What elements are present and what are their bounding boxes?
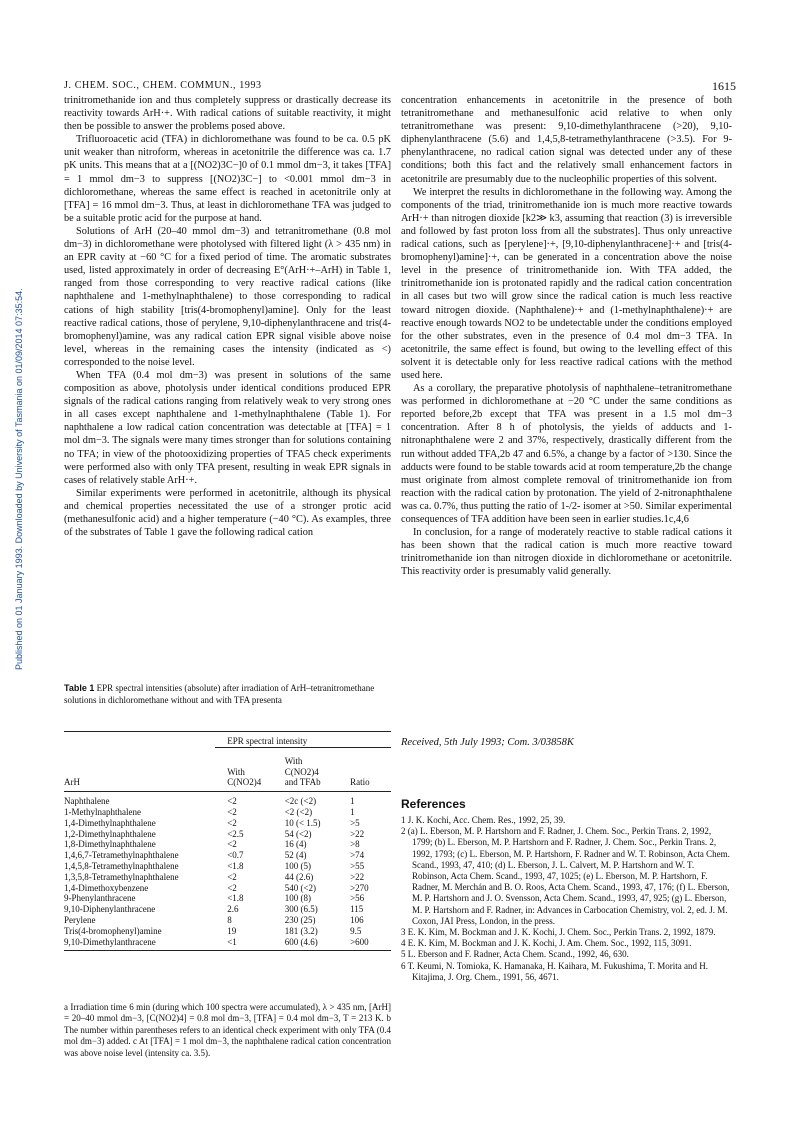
download-note[interactable]: Published on 01 January 1993. Downloaded by University of Tasmania on 01/09/2014 07:35:54. — [14, 288, 24, 670]
tfa-cell: 10 (< 1.5) — [284, 817, 321, 828]
with-cell: 2.6 — [227, 904, 239, 915]
table-caption-text: EPR spectral intensities (absolute) after irradiation of ArH–tetranitromethane solutions in dichloromethane without and with TFA presenta — [64, 683, 375, 705]
arh-cell: 1-Methylnaphthalene — [64, 806, 141, 817]
tfa-cell: 52 (4) — [284, 850, 307, 861]
arh-cell: 1,3,5,8-Tetramethylnaphthalene — [64, 871, 179, 882]
with-cell: <2 — [227, 882, 237, 893]
with-cell: 8 — [227, 914, 232, 925]
with-cell: <2 — [227, 817, 237, 828]
col-header: C(NO2)4 — [284, 766, 319, 777]
paragraph: Solutions of ArH (20–40 mmol dm−3) and tetranitromethane (0.8 mol dm−3) in dichloromethane were photolysed with filtered light (λ > 435 nm) in an EPR cavity at −60 °C for a fixed period of time. The aromatic substrates used, listed approximately in order of decreasing E°(ArH·+–ArH) in Table 1, ranged from those corresponding to very reactive radical cations (like naphthalene and 1-methylnaphthalene) to those corresponding to radical cations of high stability [tris(4-bromophenyl)amine]. Only for the least reactive radical cations, those of perylene, 9,10-diphenylanthracene and tris(4-bromophenyl)amine, was any radical cation EPR signal visible above noise level, whereas in the remaining cases the intensity (indicated as <) corresponded to the noise level. — [64, 225, 391, 368]
tfa-cell: 100 (8) — [284, 893, 311, 904]
table-row — [64, 926, 391, 937]
reference-item: 6 T. Keumi, N. Tomioka, K. Hamanaka, H. Kaihara, M. Fukushima, T. Morita and H. Kitajima, J. Org. Chem., 1991, 56, 4671. — [401, 960, 708, 982]
arh-cell: 9,10-Diphenylanthracene — [64, 904, 156, 915]
with-cell: <2 — [227, 796, 237, 807]
col-header-ratio: Ratio — [350, 777, 370, 788]
references-list — [401, 815, 732, 983]
paragraph: We interpret the results in dichloromethane in the following way. Among the components of the triad, trinitromethanide ion is much more reactive towards ArH·+ than nitrogen dioxide [k2≫ k3, assuming that reaction (3) is irreversible and followed by fast proton loss from all the substrates]. Thus only unreactive radical cations, such as [perylene]·+, [9,10-diphenylanthracene]·+ and [tris(4-bromophenyl)amine]·+, can be generated in a concentration above the noise level in the presence of trinitromethanide ion. With TFA added, the trinitromethanide ion is protonated rapidly and the radical cation concentration in all cases but two will grow since the radical cation is much less reactive toward nitrogen dioxide. (Naphthalene)·+ and (1-methylnaphthalene)·+ are reactive enough towards NO2 to be undetectable under the conditions employed for the other substrates, even in the presence of 0.4 mol dm−3 TFA. In acetonitrile, the same effect is found, but owing to the levelling effect of this solvent it is detectable only for less reactive radical cations with the method used here. — [401, 186, 732, 381]
data-table — [64, 731, 391, 951]
with-cell: <1 — [227, 936, 237, 947]
tfa-cell: 300 (6.5) — [284, 904, 318, 915]
tfa-cell: 181 (3.2) — [284, 925, 318, 936]
table-row — [64, 818, 391, 829]
paragraph: In conclusion, for a range of moderately reactive to stable radical cations it has been shown that the radical cation is much more reactive toward trinitromethanide ion than nitrogen dioxide in dichloromethane or acetonitrile. This reactivity order is presumably valid generally. — [401, 527, 732, 578]
arh-cell: Tris(4-bromophenyl)amine — [64, 925, 162, 936]
ratio-cell: >600 — [350, 936, 369, 947]
arh-cell: 1,4-Dimethylnaphthalene — [64, 817, 156, 828]
ratio-cell: >22 — [350, 828, 365, 839]
arh-cell: 9-Phenylanthracene — [64, 893, 136, 904]
col-header: With — [284, 755, 303, 766]
with-cell: <2 — [227, 871, 237, 882]
table-row — [64, 883, 391, 894]
col-header: and TFAb — [284, 777, 321, 788]
tfa-cell: 100 (5) — [284, 860, 311, 871]
ratio-cell: >22 — [350, 871, 365, 882]
reference-item: 2 (a) L. Eberson, M. P. Hartshorn and F. Radner, J. Chem. Soc., Perkin Trans. 2, 1992, 1799; (b) L. Eberson, M. P. Hartshorn and F. Radner, J. Chem. Soc., Perkin Trans. 2, 1992, 1793; (c) L. Eberson, M. P. Hartshorn, F. Radner and W. T. Robinson, Acta Chem. Scand., 1993, 47, 410; (d) L. Eberson, J. L. Calvert, M. P. Hartshorn and W. T. Robinson, Acta Chem. Scand., 1993, 47, 1025; (e) L. Eberson, M. P. Hartshorn, F. Radner, M. Merchán and B. O. Roos, Acta Chem. Scand., 1993, 47, 176; (f) L. Eberson, M. P. Hartshorn and J. O. Svensson, Acta Chem. Scand., 1993, 47, 925; (g) L. Eberson, M. P. Hartshorn and F. Radner, in: Advances in Carbocation Chemistry, vol. 2, ed. J. M. Coxon, JAI Press, London, in the press. — [401, 826, 730, 926]
ratio-cell: 9.5 — [350, 925, 362, 936]
ratio-cell: >5 — [350, 817, 360, 828]
tfa-cell: 600 (4.6) — [284, 936, 318, 947]
table-row — [64, 904, 391, 915]
paragraph: concentration enhancements in acetonitrile in the presence of both tetranitromethane and methanesulfonic acid relative to when only tetranitromethane was present: 9,10-dimethylanthracene (>20), 9,10-diphenylanthracene (5.6) and 1,4,5,8-tetramethylanthracene (>3.5). For 9-phenylanthracene, no radical cation signal was detected under any of these conditions; both this fact and the relatively small enhancement factors in acetonitrile are presumably due to the nucleophilic properties of this solvent. — [401, 95, 732, 185]
arh-cell: 1,4,5,8-Tetramethylnaphthalene — [64, 860, 179, 871]
paragraph: Trifluoroacetic acid (TFA) in dichloromethane was found to be ca. 0.5 pK unit weaker than nitroform, whereas in acetonitrile the difference was ca. 1.7 pK units. This means that at a [(NO2)3C−]0 of 0.1 mmol dm−3, it takes [TFA] = 1 mmol dm−3 to suppress [(NO2)3C−] to <0.001 mmol dm−3 in dichloromethane, whereas the same effect is reached in acetonitrile only at [TFA] = 16 mmol dm−3. Thus, at least in dichloromethane TFA was judged to be a suitable protic acid for the purpose at hand. — [64, 134, 391, 224]
table-row — [64, 893, 391, 904]
tfa-cell: 16 (4) — [284, 839, 307, 850]
ratio-cell: 1 — [350, 806, 355, 817]
table-label: Table 1 — [64, 683, 95, 693]
arh-cell: Naphthalene — [64, 796, 110, 807]
with-cell: <0.7 — [227, 850, 244, 861]
col-header: With — [227, 766, 245, 777]
table-row — [64, 807, 391, 818]
download-watermark — [14, 130, 32, 670]
table-row — [64, 872, 391, 883]
paragraph: When TFA (0.4 mol dm−3) was present in solutions of the same composition as above, photolysis under identical conditions produced EPR signals of the radical cations ranging from relatively weak to very strong ones in all cases except naphthalene and 1-methylnaphthalene (Table 1). For naphthalene a low radical cation concentration was detectable at [TFA] = 1 mol dm−3. The signals were many times stronger than for solutions containing no TFA; in view of the photooxidizing properties of TFA5 check experiments were performed also with only TFA present, resulting in weak EPR signals in cases of relatively stable ArH·+. — [64, 369, 391, 486]
with-cell: <2.5 — [227, 828, 244, 839]
with-cell: <1.8 — [227, 860, 244, 871]
arh-cell: 1,8-Dimethylnaphthalene — [64, 839, 156, 850]
ratio-cell: >55 — [350, 860, 365, 871]
table-row — [64, 850, 391, 861]
references-heading: References — [401, 797, 466, 811]
arh-cell: 1,4,6,7-Tetramethylnaphthalene — [64, 850, 179, 861]
col-header-arh: ArH — [64, 777, 80, 788]
paragraph: Similar experiments were performed in acetonitrile, although its physical and chemical properties necessitated the use of a stronger protic acid (methanesulfonic acid) and a higher temperature (−40 °C). As examples, three of the substrates of Table 1 gave the following radical cation — [64, 487, 391, 539]
tfa-cell: 540 (<2) — [284, 882, 317, 893]
journal-header: J. CHEM. SOC., CHEM. COMMUN., 1993 — [64, 80, 262, 91]
with-cell: <1.8 — [227, 893, 244, 904]
with-cell: <2 — [227, 806, 237, 817]
reference-item: 5 L. Eberson and F. Radner, Acta Chem. Scand., 1992, 46, 630. — [401, 949, 629, 960]
table-row — [64, 839, 391, 850]
reference-item: 1 J. K. Kochi, Acc. Chem. Res., 1992, 25, 39. — [401, 815, 566, 825]
table-row — [64, 792, 391, 807]
paragraph: As a corollary, the preparative photolysis of naphthalene–tetranitromethane was performed in dichloromethane at −20 °C under the same conditions as reported before,2b except that TFA was present in a 1.5 mol dm−3 concentration. After 8 h of photolysis, the yields of adducts and 1-nitronaphthalene were 2 and 37%, respectively, drastically different from the run without added TFA,2b 47 and 6.5%, a change by a factor of >130. Since the adducts were found to be stable towards acid at room temperature,2b the change must originate from almost complete removal of trinitromethanide ion from reaction with the radical cation by protonation. The yield of 2-nitronaphthalene was ca. 0.7%, thus putting the ratio of 1-/2- isomer at >50. Similar experimental consequences of TFA addition have been seen in earlier studies.1c,4,6 — [401, 383, 732, 525]
ratio-cell: 106 — [350, 914, 364, 925]
table-row — [64, 937, 391, 951]
ratio-cell: >74 — [350, 850, 365, 861]
group-header: EPR spectral intensity — [227, 736, 308, 746]
table-footnotes: a Irradiation time 6 min (during which 100 spectra were accumulated), λ > 435 nm, [ArH] = 20–40 mmol dm−3, [C(NO2)4] = 0.8 mol dm−3, [TFA] = 0.4 mol dm−3, T = 213 K. b The number within parentheses refers to an identical check experiment with only TFA (0.4 mol dm−3) added. c At [TFA] = 1 mol dm−3, the naphthalene radical cation concentration was above noise level (intensity ca. 3.5). — [64, 1002, 391, 1058]
ratio-cell: >8 — [350, 839, 360, 850]
table-row — [64, 915, 391, 926]
table-row — [64, 829, 391, 840]
tfa-cell: 230 (25) — [284, 914, 316, 925]
ratio-cell: 1 — [350, 796, 355, 807]
received-line: Received, 5th July 1993; Com. 3/03858K — [401, 737, 574, 748]
tfa-cell: 54 (<2) — [284, 828, 312, 839]
ratio-cell: 115 — [350, 904, 364, 915]
reference-item: 4 E. K. Kim, M. Bockman and J. K. Kochi, J. Am. Chem. Soc., 1992, 115, 3091. — [401, 938, 692, 949]
with-cell: 19 — [227, 925, 237, 936]
left-column — [64, 94, 391, 539]
paragraph: trinitromethanide ion and thus completely suppress or drastically decrease its reactivity towards ArH·+. With radical cations of suitable reactivity, it might then be possible to answer the problems posed above. — [64, 95, 391, 133]
tfa-cell: 44 (2.6) — [284, 871, 314, 882]
col-header: C(NO2)4 — [227, 777, 262, 788]
arh-cell: 9,10-Dimethylanthracene — [64, 936, 156, 947]
ratio-cell: >270 — [350, 882, 369, 893]
tfa-cell: <2 (<2) — [284, 806, 313, 817]
with-cell: <2 — [227, 839, 237, 850]
arh-cell: 1,4-Dimethoxybenzene — [64, 882, 149, 893]
arh-cell: Perylene — [64, 914, 96, 925]
tfa-cell: <2c (<2) — [284, 796, 317, 807]
reference-item: 3 E. K. Kim, M. Bockman and J. K. Kochi, J. Chem. Soc., Perkin Trans. 2, 1992, 1879. — [401, 927, 716, 938]
page-number: 1615 — [712, 79, 736, 93]
table-caption — [64, 683, 391, 706]
arh-cell: 1,2-Dimethylnaphthalene — [64, 828, 156, 839]
table-row — [64, 861, 391, 872]
ratio-cell: >56 — [350, 893, 365, 904]
right-column — [401, 94, 732, 578]
